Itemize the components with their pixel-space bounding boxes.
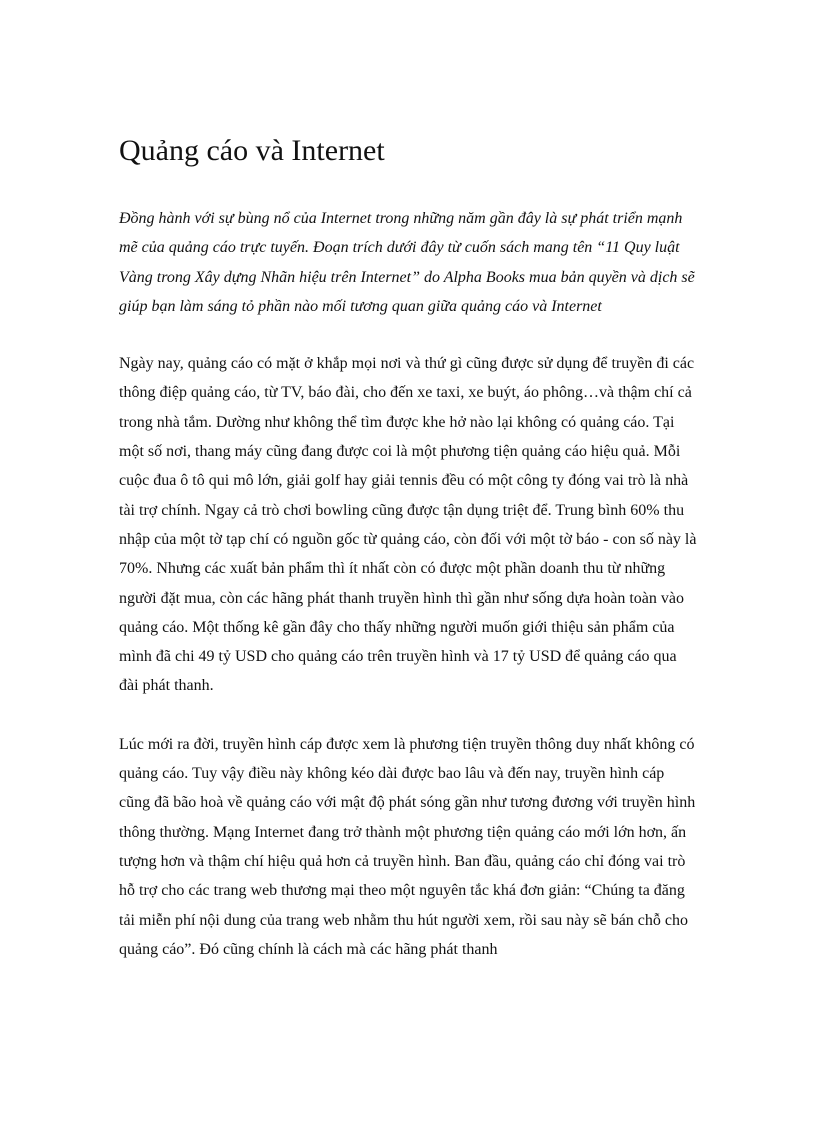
- body-paragraph-1: Ngày nay, quảng cáo có mặt ở khắp mọi nơi và thứ gì cũng được sử dụng để truyền đi các thông điệp quảng cáo, từ TV, báo đài, cho đến xe taxi, xe buýt, áo phông…và thậm chí cả trong nhà tắm. Dường như không thể tìm được khe hở nào lại không có quảng cáo. Tại một số nơi, thang máy cũng đang được coi là một phương tiện quảng cáo hiệu quả. Mỗi cuộc đua ô tô qui mô lớn, giải golf hay giải tennis đều có một công ty đóng vai trò là nhà tài trợ chính. Ngay cả trò chơi bowling cũng được tận dụng triệt để. Trung bình 60% thu nhập của một tờ tạp chí có nguồn gốc từ quảng cáo, còn đối với một tờ báo - con số này là 70%. Nhưng các xuất bản phẩm thì ít nhất còn có được một phần doanh thu từ những người đặt mua, còn các hãng phát thanh truyền hình thì gần như sống dựa hoàn toàn vào quảng cáo. Một thống kê gần đây cho thấy những người muốn giới thiệu sản phẩm của mình đã chi 49 tỷ USD cho quảng cáo trên truyền hình và 17 tỷ USD để quảng cáo qua đài phát thanh.: [119, 355, 697, 695]
- page-title: Quảng cáo và Internet: [119, 134, 385, 167]
- document-content: [119, 132, 699, 993]
- intro-paragraph: Đồng hành với sự bùng nổ của Internet trong những năm gần đây là sự phát triển mạnh mẽ của quảng cáo trực tuyến. Đoạn trích dưới đây từ cuốn sách mang tên “11 Quy luật Vàng trong Xây dựng Nhãn hiệu trên Internet” do Alpha Books mua bản quyền và dịch sẽ giúp bạn làm sáng tỏ phần nào mối tương quan giữa quảng cáo và Internet: [119, 210, 695, 315]
- body-paragraph-2: Lúc mới ra đời, truyền hình cáp được xem là phương tiện truyền thông duy nhất không có quảng cáo. Tuy vậy điều này không kéo dài được bao lâu và đến nay, truyền hình cáp cũng đã bão hoà về quảng cáo với mật độ phát sóng gần như tương đương với truyền hình thông thường. Mạng Internet đang trở thành một phương tiện quảng cáo mới lớn hơn, ấn tượng hơn và thậm chí hiệu quả hơn cả truyền hình. Ban đầu, quảng cáo chỉ đóng vai trò hỗ trợ cho các trang web thương mại theo một nguyên tắc khá đơn giản: “Chúng ta đăng tải miễn phí nội dung của trang web nhằm thu hút người xem, rồi sau này sẽ bán chỗ cho quảng cáo”. Đó cũng chính là cách mà các hãng phát thanh: [119, 735, 696, 958]
